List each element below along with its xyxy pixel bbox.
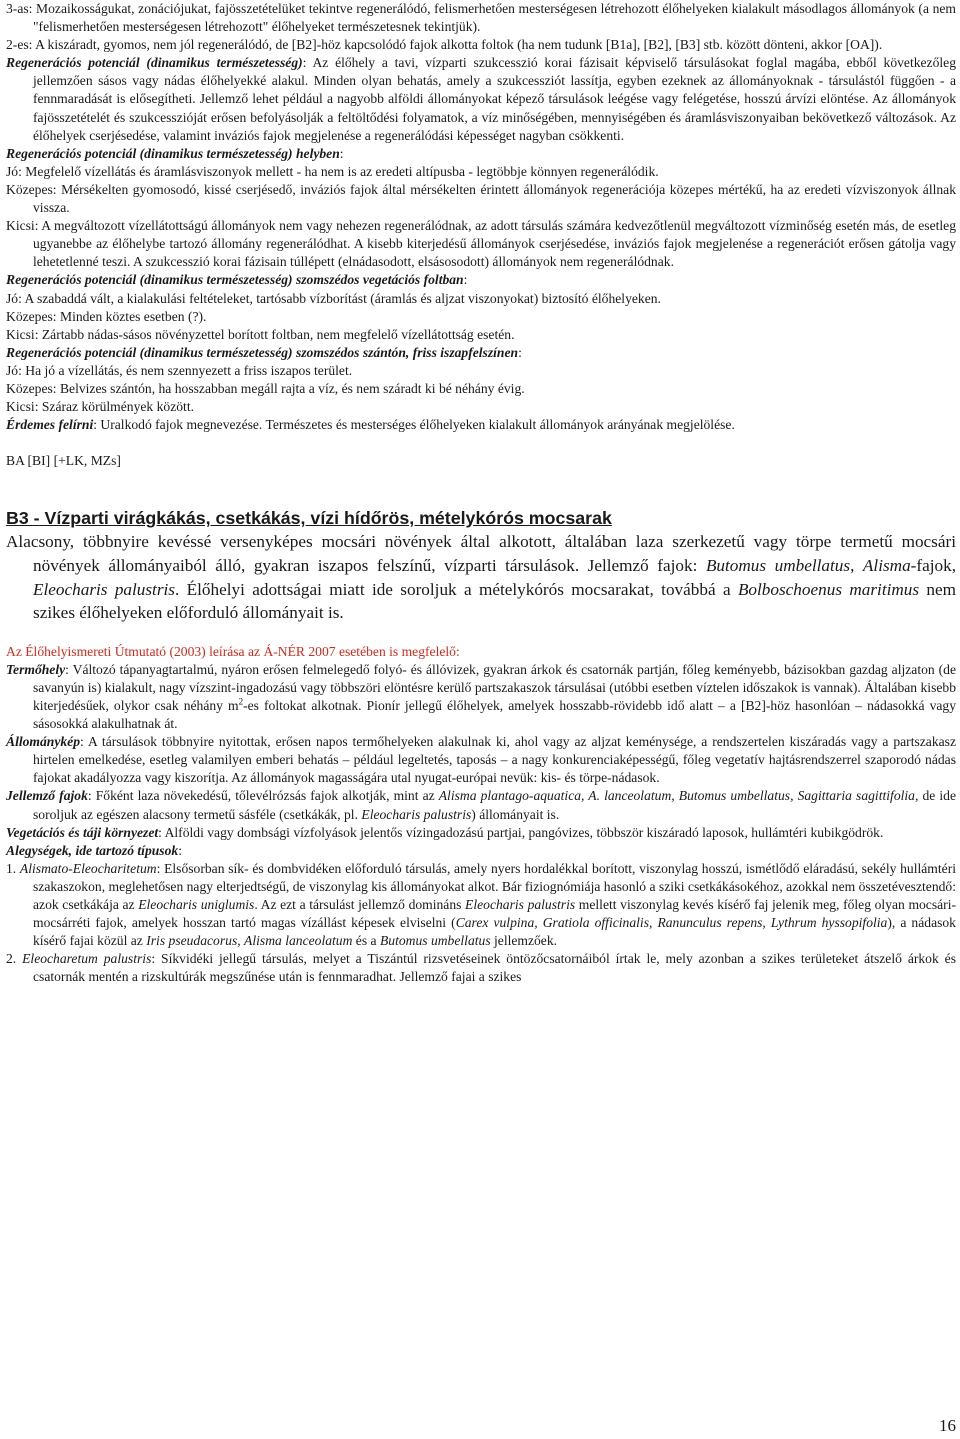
regeneration-text: : Az élőhely a tavi, vízparti szukcesszió korai fázisait képviselő társulásokat foglal magába, ebből következőleg jellemzően sásos vagy nádas élőhelyekké alakul. Minden olyan behatás, amely a szukcessziót lassítja, egyben ezeknek az állományoknak - társulástól függően - a fennmaradását is elősegítheti. Jellemző lehet például a nagyobb alföldi állományokat képező társulások leégése vagy felégetése, hosszú árvízi elöntése. Az állományok fajösszetételét és szukcesszióját erősen befolyásolják a feltöltődési folyamatok, a víz minőségében, mennyiségében és áramlásviszonyaiban bekövetkező változások. Az élőhelyek cserjésedése, valamint inváziós fajok megjelenése a regenerálódási képességet nagyban csökkenti. xyxy=(33,55,956,143)
spacer xyxy=(6,470,956,506)
colon: : xyxy=(178,842,182,858)
heading-regen-vegetation xyxy=(6,271,956,289)
species-name: Alisma plantago-aquatica, A. lanceolatum, Butomus umbellatus, Sagittaria sagittifolia, xyxy=(438,788,919,804)
heading-regen-local xyxy=(6,145,956,163)
species-name: Alisma xyxy=(862,555,911,575)
page-number: 16 xyxy=(939,1416,956,1435)
landscape-text: : Alföldi vagy dombsági vízfolyások jelentős vízingadozású partjai, pangóvizes, többször kiszáradó laposok, hullámtéri kubikgödrök. xyxy=(158,824,884,840)
section-intro xyxy=(6,530,956,624)
intro-text: nem szikes élőhelyeken előforduló állományait is. xyxy=(33,579,957,623)
colon: : xyxy=(339,145,344,161)
habitat-label: Termőhely xyxy=(6,661,66,677)
regen-vegetation-label: Regenerációs potenciál (dinamikus természetesség) szomszédos vegetációs foltban xyxy=(6,272,464,288)
intro-text: Alacsony, többnyire kevéssé versenyképes mocsári növények által alkotott, általában laza szerkezetű vagy törpe termetű mocsári növények állományaiból álló, gyakran iszapos felszínű, vízparti társulások. Jellemző fajok: xyxy=(6,532,956,575)
paragraph-class-2: 2-es: A kiszáradt, gyomos, nem jól regenerálódó, de [B2]-höz kapcsolódó fajok alkotta foltok (ha nem tudunk [B1a], [B2], [B3] stb. között dönteni, akkor [OA]). xyxy=(6,37,883,53)
item-text: és a xyxy=(352,933,380,949)
paragraph-stand xyxy=(6,733,956,787)
item-number: 1. xyxy=(6,860,20,876)
paragraph-landscape xyxy=(6,824,956,842)
association-name: Alismato-Eleocharitetum xyxy=(19,860,157,876)
colon: : xyxy=(518,344,522,360)
spacer xyxy=(6,625,956,643)
species-name: Butomus umbellatus xyxy=(705,555,851,575)
item-text: jellemzőek. xyxy=(490,933,558,949)
document-body xyxy=(6,0,956,987)
paragraph-record-notes xyxy=(6,416,956,434)
species-name: Iris pseudacorus xyxy=(146,933,238,949)
stand-label: Állománykép xyxy=(6,734,81,750)
regen-field-low: Kicsi: Száraz körülmények között. xyxy=(6,399,194,415)
regen-field-medium: Közepes: Belvizes szántón, ha hosszabban megáll rajta a víz, és nem száradt ki bé néhány évig. xyxy=(6,380,525,396)
species-text: ) állományait is. xyxy=(471,806,560,822)
habitat-text: : Változó tápanyagtartalmú, nyáron erősen felmelegedő folyó- és állóvizek, gyakran árkok és csatornák partján, főleg keményebb, bázisokban gazdag aljzaton (de savanyún is) kialakult, nagy vízszint-ingadozású vagy többszöri elöntésre kerülő partszakaszok társulásai (utóbbi esetben víztelen időszakok is vannak). Általában kisebb kiterjedésűek, olykor csak néhány m xyxy=(33,661,956,713)
regen-field-label: Regenerációs potenciál (dinamikus természetesség) szomszédos szántón, friss iszapfelszínen xyxy=(6,344,519,360)
species-name: Eleocharis palustris xyxy=(361,806,472,822)
item-text: : Síkvidéki jellegű társulás, melyet a Tiszántúl rizsvetéseinek öntözőcsatornáiból írtak le, mely azonban a szikes területeket átszelő árkok és csatornák mentén a rizskultúrák megszűnése után is fennmaradhat. Jellemző fajai a szikes xyxy=(33,951,956,985)
item-text: : Elsősorban sík- és dombvidéken előforduló társulás, amely nyers hordalékkal borított, viszonylag hosszú, ismétlődő eláradású, sekély hullámtéri szakaszokon, meglehetősen nagy elterjedtségű, de viszonylag kis állományokat alkot. Bár fiziognómiája hasonló a sziki csetkákásokéhoz, azokkal nem összetévesztendő: azok csetkákája az xyxy=(33,860,956,913)
colon: : xyxy=(463,272,468,288)
intro-text: -fajok, xyxy=(910,555,957,575)
regen-field-good: Jó: Ha jó a vízellátás, és nem szennyezett a friss iszapos terület. xyxy=(6,362,353,378)
guide-note: Az Élőhelyismereti Útmutató (2003) leírása az Á-NÉR 2007 esetében is megfelelő: xyxy=(6,643,460,659)
species-name: Bolboschoenus maritimus xyxy=(737,579,920,599)
item-text: mellett viszonylag kevés kísérő faj jelenik meg, főleg olyan mocsári-mocsárréti fajok, amelyek hosszan tartó magas vízállást képesek elviselni ( xyxy=(33,897,956,931)
reference-line: BA [BI] [+LK, MZs] xyxy=(6,453,121,469)
regen-local-label: Regenerációs potenciál (dinamikus természetesség) helyben xyxy=(6,145,340,161)
species-label: Jellemző fajok xyxy=(6,788,88,804)
regeneration-label: Regenerációs potenciál (dinamikus természetesség) xyxy=(6,55,303,71)
regen-local-good: Jó: Megfelelő vízellátás és áramlásviszonyok mellett - ha nem is az eredeti altípusba - legtöbbje könnyen regenerálódik. xyxy=(6,163,659,179)
landscape-label: Vegetációs és táji környezet xyxy=(6,824,159,840)
stand-text: : A társulások többnyire nyitottak, erősen napos termőhelyeken alakulnak ki, ahol vagy az aljzat keménysége, a rendszertelen kiszáradás vagy a partszakasz hirtelen emelkedése, esetleg valamilyen emberi behatás – például legeltetés, taposás – a nagy konkurenciaképességű, főleg vegetatív hajtásrendszerrel szaporodó nádas fajokat akadályozza vagy kiszorítja. Az állományok magasságára utal nyugat-európai nevük: kis- és törpe-nádasok. xyxy=(33,734,956,786)
item-text: ), a nádasok kísérő fajai közül az xyxy=(33,915,956,949)
paragraph-regeneration xyxy=(6,54,956,144)
species-name: Carex vulpina, Gratiola officinalis, Ranunculus repens, Lythrum hyssopifolia xyxy=(455,915,888,931)
paragraph-class-3: 3-as: Mozaikosságukat, zonációjukat, fajösszetételüket tekintve regenerálódó, felismerhetően mesterségesen létrehozott élőhelyeken kialakult másodlagos állományok (a nem "felismerhetően mesterségesen létrehozott" élőhelyeket természetesnek tekintjük). xyxy=(6,1,956,35)
subunits-label: Alegységek, ide tartozó típusok xyxy=(6,842,179,858)
regen-vegetation-low: Kicsi: Zártabb nádas-sásos növényzettel borított foltban, nem megfelelő vízellátottság esetén. xyxy=(6,326,515,342)
spacer xyxy=(6,434,956,452)
subunit-item-2 xyxy=(6,950,956,986)
paragraph-habitat xyxy=(6,661,956,733)
paragraph-species xyxy=(6,787,956,823)
item-number: 2. xyxy=(6,951,23,967)
record-notes-label: Érdemes felírni xyxy=(6,417,94,433)
regen-local-medium: Közepes: Mérsékelten gyomosodó, kissé cserjésedő, inváziós fajok által mérsékelten érintett állományok regenerációja közepes mértékű, ha az eredeti vízviszonyok állnak vissza. xyxy=(6,181,956,216)
item-text: , xyxy=(237,933,245,949)
heading-subunits xyxy=(6,842,956,860)
intro-text: , xyxy=(850,555,863,575)
habitat-text: -es foltokat alkotnak. Pionír jellegű élőhelyek, amelyek hosszabb-rövidebb idő alatt – a [B2]-höz hasonlóan – nádasokká vagy sásosokká alakulhatnak át. xyxy=(33,698,956,732)
species-name: Butomus umbellatus xyxy=(379,933,491,949)
species-name: Alisma lanceolatum xyxy=(244,933,353,949)
species-name: Eleocharis palustris xyxy=(33,579,175,599)
item-text: . Az ezt a társulást jellemző domináns xyxy=(254,897,466,913)
species-text: de ide soroljuk az egészen alacsony termetű sásféle (csetkákák, pl. xyxy=(33,788,956,822)
species-name: Eleocharis uniglumis xyxy=(138,897,255,913)
heading-regen-field xyxy=(6,344,956,362)
superscript: 2 xyxy=(238,696,244,707)
subunit-item-1 xyxy=(6,860,956,950)
association-name: Eleocharetum palustris xyxy=(22,951,152,967)
section-title: B3 - Vízparti virágkákás, csetkákás, vízi hídőrös, mételykórós mocsarak xyxy=(6,508,612,529)
intro-text: . Élőhelyi adottságai miatt ide soroljuk a mételykórós mocsarakat, továbbá a xyxy=(175,579,738,599)
record-notes-text: : Uralkodó fajok megnevezése. Természetes és mesterséges élőhelyeken kialakult állományok arányának megjelölése. xyxy=(93,417,735,433)
regen-vegetation-medium: Közepes: Minden köztes esetben (?). xyxy=(6,308,207,324)
regen-vegetation-good: Jó: A szabaddá vált, a kialakulási feltételeket, tartósabb vízborítást (áramlás és aljzat viszonyokat) biztosító élőhelyeken. xyxy=(6,290,661,306)
regen-local-low: Kicsi: A megváltozott vízellátottságú állományok nem vagy nehezen regenerálódnak, az adott társulás számára kedvezőtlenül megváltozott vízminőség esetén más, de esetleg ugyanebbe az élőhelybe tartozó állomány regenerálódhat. A kisebb kiterjedésű állományok cserjésedése, inváziós fajok megjelenése a regenerációt erősen gátolja vagy lehetetlenné teszi. A szukcesszió korai fázisain túllépett (elnádasodott, elsásosodott) állományok nem regenerálódnak. xyxy=(6,218,956,270)
species-text: : Főként laza növekedésű, tőlevélrózsás fajok alkotják, mint az xyxy=(87,788,439,804)
species-name: Eleocharis palustris xyxy=(465,897,576,913)
